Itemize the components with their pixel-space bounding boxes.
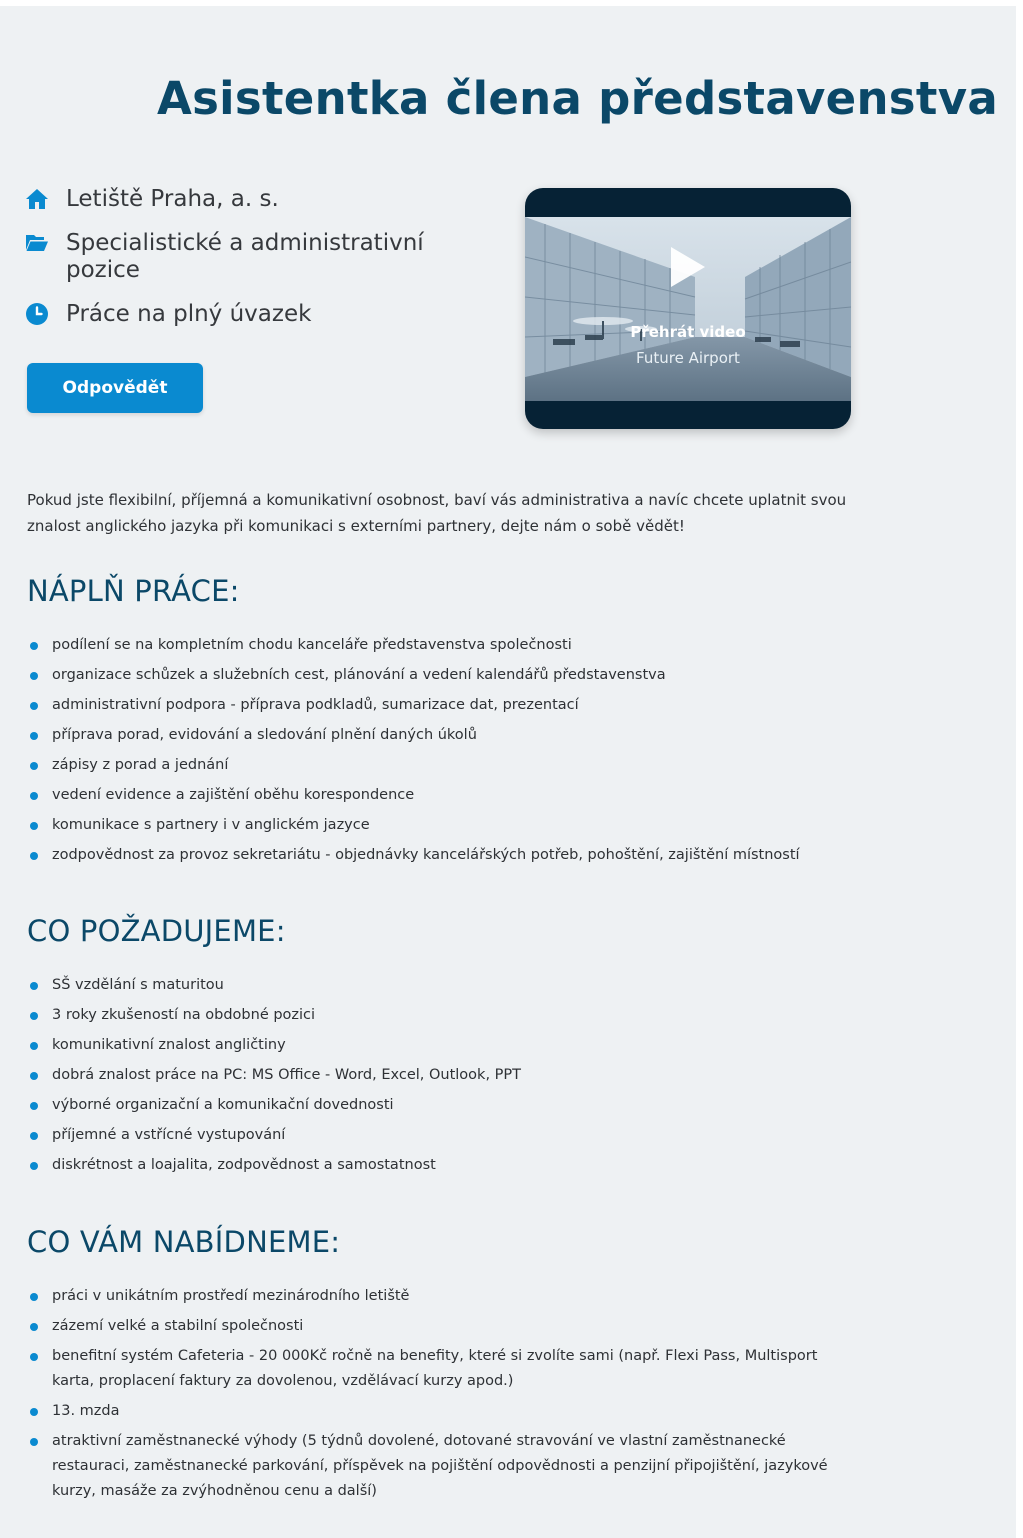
- fact-worktime-text: Práce na plný úvazek: [66, 301, 312, 327]
- section-heading-pozadujeme: CO POŽADUJEME:: [27, 914, 286, 948]
- fact-category: [24, 230, 484, 284]
- home-icon: [24, 186, 50, 212]
- fact-category-text: Specialistické a administrativní pozice: [66, 230, 424, 283]
- video-player[interactable]: [525, 188, 851, 429]
- list-item: administrativní podpora - příprava podkladů, sumarizace dat, prezentací: [27, 693, 857, 718]
- nabidneme-list: [27, 1284, 857, 1509]
- list-item: zápisy z porad a jednání: [27, 753, 857, 778]
- list-item: komunikace s partnery i v anglickém jazyce: [27, 813, 857, 838]
- section-heading-napln: NÁPLŇ PRÁCE:: [27, 574, 240, 608]
- intro-text: Pokud jste flexibilní, příjemná a komunikativní osobnost, baví vás administrativa a navíc chcete uplatnit svou znalost anglického jazyka při komunikaci s externími partnery, dejte nám o sobě vědět!: [27, 491, 847, 535]
- video-play-label: Přehrát video: [630, 323, 746, 341]
- list-item: komunikativní znalost angličtiny: [27, 1033, 857, 1058]
- napln-list: [27, 633, 857, 873]
- list-item: 3 roky zkušeností na obdobné pozici: [27, 1003, 857, 1028]
- list-item: vedení evidence a zajištění oběhu korespondence: [27, 783, 857, 808]
- list-item: 13. mzda: [27, 1399, 857, 1424]
- list-item: podílení se na kompletním chodu kanceláře představenstva společnosti: [27, 633, 857, 658]
- list-item: příprava porad, evidování a sledování plnění daných úkolů: [27, 723, 857, 748]
- page-title: Asistentka člena představenstva: [156, 72, 998, 125]
- job-detail-page: [0, 6, 1016, 1538]
- folder-icon: [24, 230, 50, 256]
- fact-company-text: Letiště Praha, a. s.: [66, 186, 279, 212]
- list-item: organizace schůzek a služebních cest, plánování a vedení kalendářů představenstva: [27, 663, 857, 688]
- section-heading-nabidneme: CO VÁM NABÍDNEME:: [27, 1225, 341, 1259]
- list-item: atraktivní zaměstnanecké výhody (5 týdnů dovolené, dotované stravování ve vlastní zaměstnanecké restauraci, zaměstnanecké parkování, příspěvek na pojištění odpovědnosti a penzijní připojištění, jazykové kurzy, masáže za zvýhodněnou cenu a další): [27, 1429, 857, 1504]
- fact-worktime: [24, 301, 484, 328]
- clock-icon: [24, 301, 50, 327]
- video-subtitle: Future Airport: [636, 349, 740, 367]
- list-item: dobrá znalost práce na PC: MS Office - Word, Excel, Outlook, PPT: [27, 1063, 857, 1088]
- play-icon[interactable]: [671, 247, 705, 287]
- pozadujeme-list: [27, 973, 857, 1183]
- list-item: výborné organizační a komunikační dovednosti: [27, 1093, 857, 1118]
- list-item: SŠ vzdělání s maturitou: [27, 973, 857, 998]
- list-item: práci v unikátním prostředí mezinárodního letiště: [27, 1284, 857, 1309]
- job-facts: [24, 186, 484, 345]
- page-edge: [1016, 0, 1023, 1538]
- list-item: zázemí velké a stabilní společnosti: [27, 1314, 857, 1339]
- list-item: zodpovědnost za provoz sekretariátu - objednávky kancelářských potřeb, pohoštění, zajištění místností: [27, 843, 857, 868]
- video-thumbnail: [525, 217, 851, 401]
- apply-button[interactable]: Odpovědět: [27, 363, 203, 413]
- list-item: příjemné a vstřícné vystupování: [27, 1123, 857, 1148]
- list-item: diskrétnost a loajalita, zodpovědnost a samostatnost: [27, 1153, 857, 1178]
- fact-company: [24, 186, 484, 213]
- list-item: benefitní systém Cafeteria - 20 000Kč ročně na benefity, které si zvolíte sami (např. Flexi Pass, Multisport karta, proplacení faktury za dovolenou, vzdělávací kurzy apod.): [27, 1344, 857, 1394]
